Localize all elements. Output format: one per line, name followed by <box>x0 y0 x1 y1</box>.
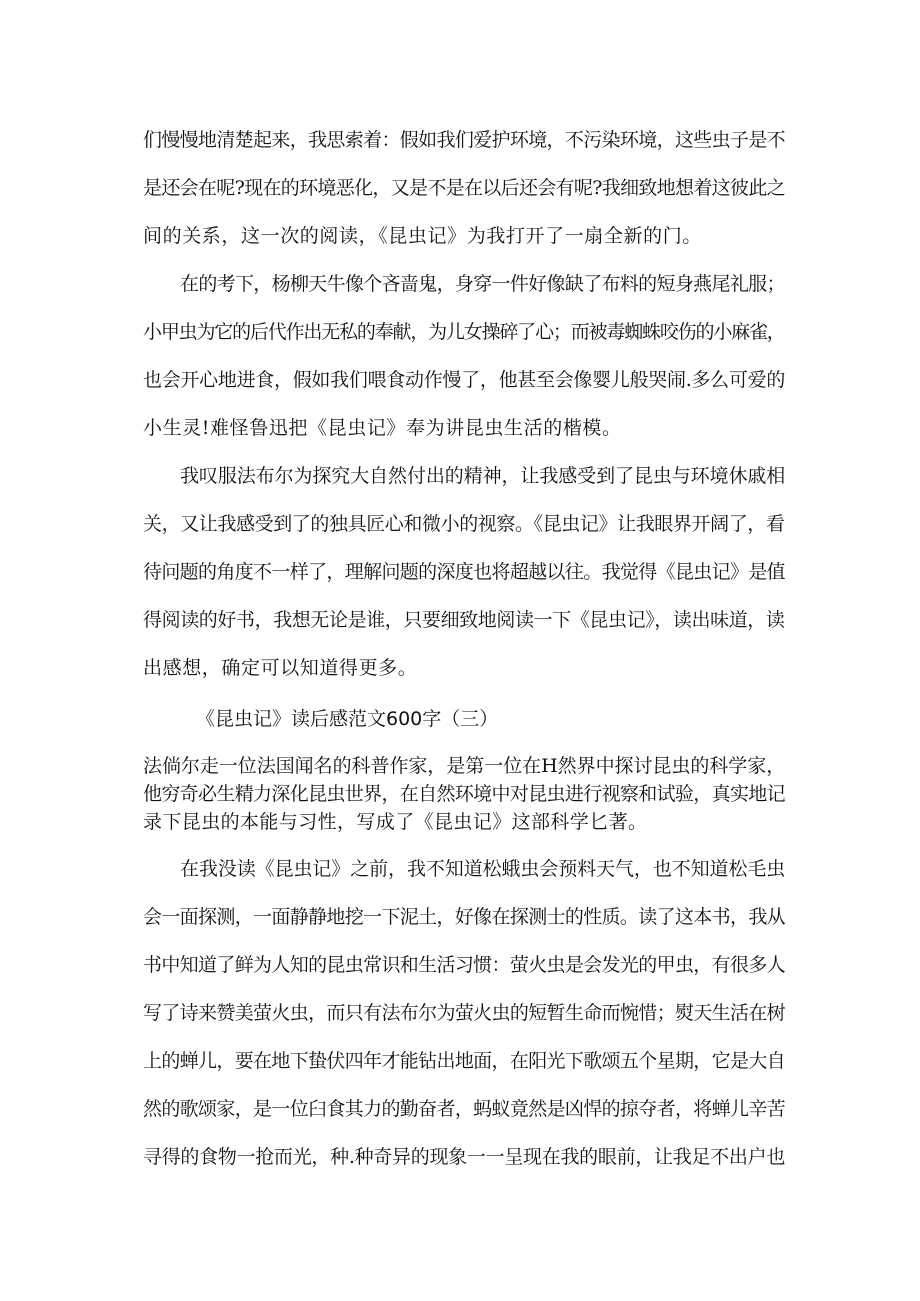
text-line: 会一面探测，一面静静地挖一下泥土，好像在探测士的性质。读了这本书，我从 <box>143 906 786 928</box>
text-line: 是还会在呢?现在的环境恶化，又是不是在以后还会有呢?我细致地想着这彼此之 <box>143 177 785 199</box>
text-line: 他穷奇必生精力深化昆虫世界，在自然环境中对昆虫进行视察和试验，真实地记 <box>143 783 786 805</box>
text-line: 书中知道了鲜为人知的昆虫常识和生活习惯：萤火虫是会发光的甲虫，有很多人 <box>143 954 786 976</box>
text-line: 也会开心地进食，假如我们喂食动作慢了，他甚至会像婴儿般哭闹.多么可爱的 <box>143 369 786 391</box>
text-line: 我叹服法布尔为探究大自然付出的精神，让我感受到了昆虫与环境休戚相 <box>180 465 786 487</box>
text-line: 在我没读《昆虫记》之前，我不知道松蛾虫会预料天气，也不知道松毛虫 <box>180 858 786 880</box>
text-line: 们慢慢地清楚起来，我思索着：假如我们爱护环境，不污染环境，这些虫子是不 <box>143 129 786 151</box>
text-line: 寻得的食物一抢而光，种.种奇异的现象一一呈现在我的眼前，让我足不出户也 <box>143 1146 786 1168</box>
text-line: 关，又让我感受到了的独具匠心和微小的视察。《昆虫记》让我眼界开阔了，看 <box>143 513 785 535</box>
text-line: 小生灵!难怪鲁迅把《昆虫记》奉为讲昆虫生活的楷模。 <box>143 417 622 439</box>
text-line: 在的考下，杨柳天牛像个吝啬鬼，身穿一件好像缺了布料的短身燕尾礼服； <box>180 273 785 295</box>
text-line: 法倘尔走一位法国闻名的科普作家，是第一位在H然界中探讨昆虫的科学家， <box>143 755 786 777</box>
text-line: 小甲虫为它的后代作出无私的奉献，为儿女操碎了心；而被毒蜘蛛咬伤的小麻雀， <box>143 321 785 343</box>
text-line: 出感想，确定可以知道得更多。 <box>143 657 418 679</box>
text-line: 写了诗来赞美萤火虫，而只有法布尔为萤火虫的短暂生命而惋惜；熨天生活在树 <box>143 1002 786 1024</box>
text-line: 得阅读的好书，我想无论是谁，只要细致地阅读一下《昆虫记》，读出味道，读 <box>143 609 785 631</box>
text-line: 待问题的角度不一样了，理解问题的深度也将超越以往。我觉得《昆虫记》是值 <box>143 561 786 583</box>
text-line: 上的蝉儿，要在地下蛰伏四年才能钻出地面，在阳光下歌颂五个星期，它是大自 <box>143 1050 786 1072</box>
text-line: 间的关系，这一次的阅读，《昆虫记》为我打开了一扇全新的门。 <box>143 225 702 247</box>
text-line: 然的歌颂家，是一位臼食其力的勤奋者，蚂蚁竟然是凶悍的掠夺者，将蝉儿辛苦 <box>143 1098 786 1120</box>
text-line: 录下昆虫的本能与习性，写成了《昆虫记》这部科学匕著。 <box>143 811 648 833</box>
section-heading: 《昆虫记》读后感范文600字（三） <box>196 708 499 730</box>
